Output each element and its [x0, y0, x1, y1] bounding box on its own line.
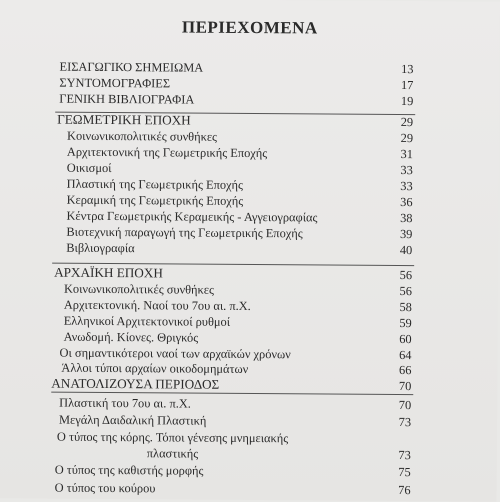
- toc-label: Μεγάλη Δαιδαλική Πλαστική: [59, 412, 207, 428]
- toc-label: Άλλοι τύποι αρχαίων οικοδομημάτων: [61, 360, 249, 376]
- toc-page: 64: [399, 348, 412, 363]
- toc-page: 38: [400, 211, 413, 226]
- toc-page: 70: [398, 379, 412, 394]
- toc-page: 73: [398, 415, 412, 430]
- toc-label: Ο τύπος του κούρου: [54, 480, 156, 496]
- toc-entry: [0, 239, 498, 258]
- toc-page: 29: [400, 131, 414, 146]
- toc-page: 31: [400, 147, 413, 162]
- toc-label: Βιβλιογραφία: [66, 240, 135, 256]
- toc-label: Κοινωνικοπολιτικές συνθήκες: [63, 281, 214, 297]
- toc-label: Αρχιτεκτονική της Γεωμετρικής Εποχής: [66, 144, 268, 161]
- toc-label: Οι σημαντικότεροι ναοί των αρχαϊκών χρόνων: [59, 345, 291, 362]
- toc-label: Κεραμική της Γεωμετρικής Εποχής: [66, 192, 244, 208]
- toc-page: 70: [398, 398, 412, 413]
- toc-label: Πλαστική της Γεωμετρικής Εποχής: [66, 176, 243, 192]
- toc-label: Οικισμοί: [66, 160, 112, 176]
- section-heading-label: ΑΡΧΑΪΚΗ ΕΠΟΧΗ: [54, 264, 163, 281]
- toc-label: Ο τύπος της κόρης. Τόποι γένεσης μνημειακής: [56, 429, 289, 446]
- toc-page: 56: [399, 268, 413, 283]
- toc-page: 19: [400, 94, 414, 109]
- toc-page: 60: [399, 332, 412, 347]
- toc-page: 29: [400, 115, 414, 130]
- toc-label: ΕΙΣΑΓΩΓΙΚΟ ΣΗΜΕΙΩΜΑ: [59, 59, 204, 75]
- toc-entry: [0, 461, 497, 480]
- toc-page: 36: [400, 195, 413, 210]
- toc-page: 56: [399, 284, 413, 299]
- toc-label: Πλαστική του 7ου αι. π.Χ.: [59, 395, 191, 411]
- toc-label: Ο τύπος της καθιστής μορφής: [54, 462, 204, 478]
- toc-page: 76: [398, 483, 411, 498]
- toc-page: 33: [400, 179, 413, 194]
- toc-page: 75: [398, 465, 411, 480]
- toc-page: 59: [399, 316, 412, 331]
- toc-page: 66: [398, 363, 412, 378]
- toc-label: ΣΥΝΤΟΜΟΓΡΑΦΙΕΣ: [59, 75, 171, 91]
- toc-label: ΓΕΝΙΚΗ ΒΙΒΛΙΟΓΡΑΦΙΑ: [59, 91, 195, 107]
- toc-label: Αρχιτεκτονική. Ναοί του 7ου αι. π.Χ.: [63, 297, 251, 314]
- toc-page: 13: [401, 62, 414, 77]
- toc-entry: [0, 479, 497, 498]
- toc-label: Κοινωνικοπολιτικές συνθήκες: [66, 128, 218, 144]
- toc-label: Ανωδομή. Κίονες. Θριγκός: [63, 329, 199, 345]
- toc-page: 33: [400, 163, 413, 178]
- section-heading-label: ΓΕΩΜΕΤΡΙΚΗ ΕΠΟΧΗ: [57, 111, 191, 128]
- toc-entry: [0, 90, 499, 109]
- toc-label: Κέντρα Γεωμετρικής Κεραμεικής - Αγγειογραφίας: [66, 208, 318, 225]
- toc-page: 40: [399, 243, 413, 258]
- section-heading-label: ΑΝΑΤΟΛΙΖΟΥΣΑ ΠΕΡΙΟΔΟΣ: [51, 375, 220, 392]
- toc-label: Βιοτεχνική παραγωγή της Γεωμετρικής Εποχής: [66, 224, 303, 241]
- page-title: ΠΕΡΙΕΧΟΜΕΝΑ: [181, 17, 318, 38]
- toc-page: 58: [399, 300, 412, 315]
- toc-page: 39: [399, 227, 413, 242]
- toc-label: πλαστικής: [146, 446, 199, 461]
- toc-label: Ελληνικοί Αρχιτεκτονικοί ρυθμοί: [63, 313, 231, 329]
- toc-page: 73: [398, 448, 411, 463]
- toc-page: 17: [400, 78, 414, 93]
